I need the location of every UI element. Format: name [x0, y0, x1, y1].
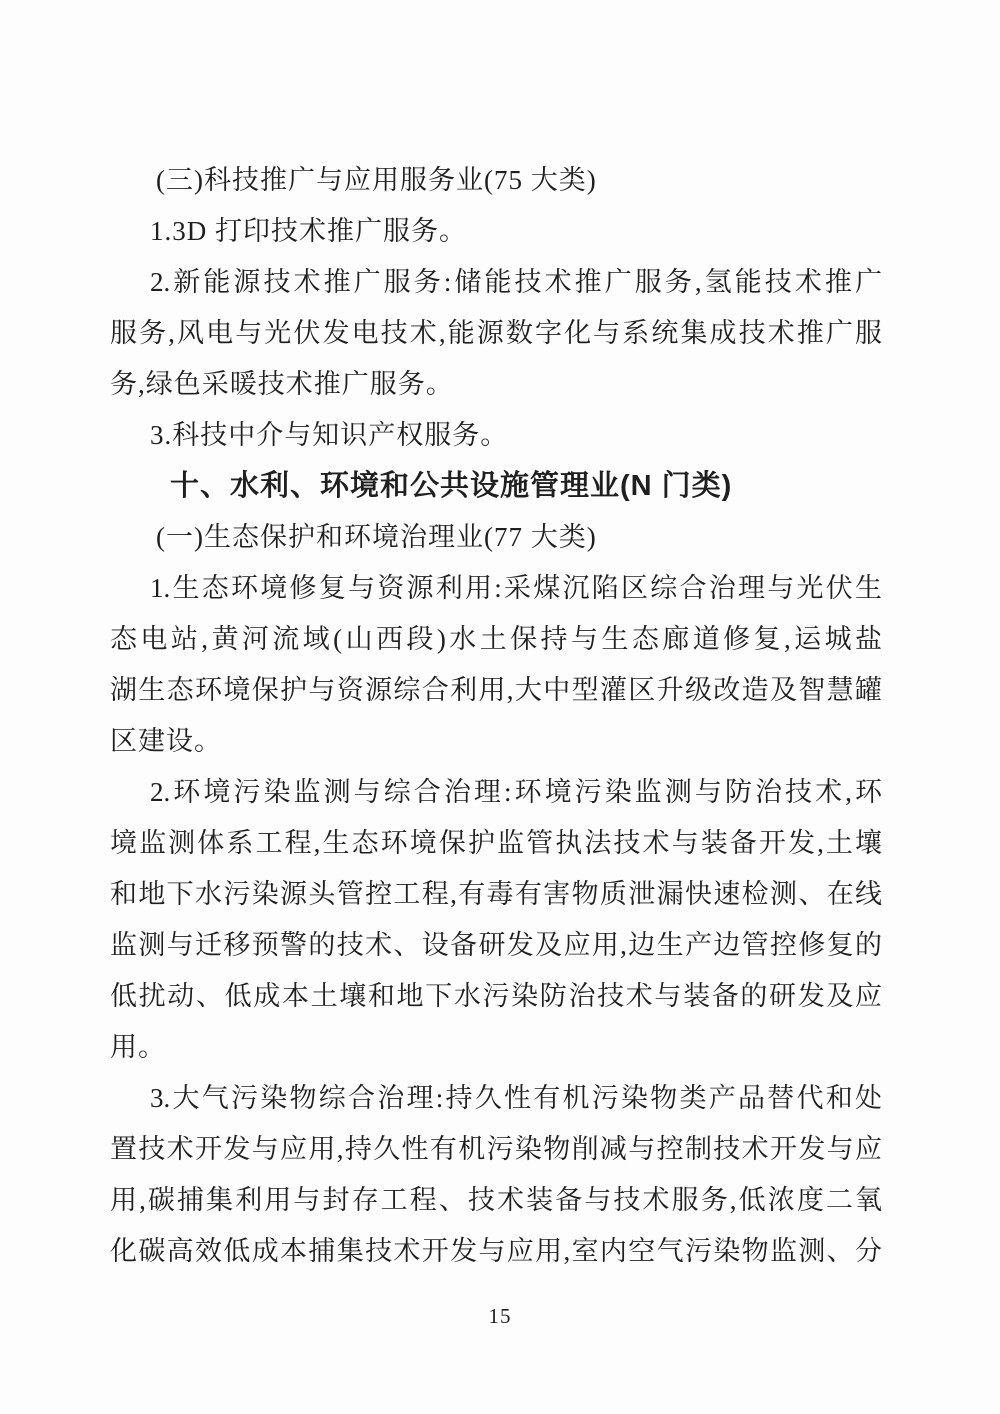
paragraph-line: 监测与迁移预警的技术、设备研发及应用,边生产边管控修复的	[110, 930, 882, 960]
paragraph-line: 3.科技中介与知识产权服务。	[150, 420, 509, 450]
paragraph-line: 1.生态环境修复与资源利用:采煤沉陷区综合治理与光伏生	[150, 573, 882, 603]
page-number: 15	[488, 1304, 512, 1328]
paragraph-line: 和地下水污染源头管控工程,有毒有害物质泄漏快速检测、在线	[110, 879, 882, 909]
paragraph-line: 用。	[110, 1032, 166, 1062]
paragraph-line: 置技术开发与应用,持久性有机污染物削减与控制技术开发与应	[110, 1134, 882, 1164]
paragraph-line: 区建设。	[110, 726, 222, 756]
paragraph-line: 化碳高效低成本捕集技术开发与应用,室内空气污染物监测、分	[110, 1236, 882, 1266]
paragraph-line: 用,碳捕集利用与封存工程、技术装备与技术服务,低浓度二氧	[110, 1185, 882, 1215]
subsection-heading: (三)科技推广与应用服务业(75 大类)	[156, 165, 597, 195]
paragraph-line: 务,绿色采暖技术推广服务。	[110, 369, 454, 399]
paragraph-line: 3.大气污染物综合治理:持久性有机污染物类产品替代和处	[150, 1083, 882, 1113]
paragraph-line: 1.3D 打印技术推广服务。	[150, 216, 467, 246]
subsection-heading: (一)生态保护和环境治理业(77 大类)	[156, 522, 597, 552]
paragraph-line: 湖生态环境保护与资源综合利用,大中型灌区升级改造及智慧罐	[110, 675, 882, 705]
paragraph-line: 境监测体系工程,生态环境保护监管执法技术与装备开发,土壤	[110, 828, 882, 858]
paragraph-line: 服务,风电与光伏发电技术,能源数字化与系统集成技术推广服	[110, 318, 882, 348]
document-body	[110, 155, 882, 1277]
section-heading: 十、水利、环境和公共设施管理业(N 门类)	[170, 470, 733, 502]
paragraph-line: 低扰动、低成本土壤和地下水污染防治技术与装备的研发及应	[110, 981, 882, 1011]
paragraph-line: 2.新能源技术推广服务:储能技术推广服务,氢能技术推广	[150, 267, 882, 297]
paragraph-line: 2.环境污染监测与综合治理:环境污染监测与防治技术,环	[150, 777, 882, 807]
paragraph-line: 态电站,黄河流域(山西段)水土保持与生态廊道修复,运城盐	[110, 624, 882, 654]
